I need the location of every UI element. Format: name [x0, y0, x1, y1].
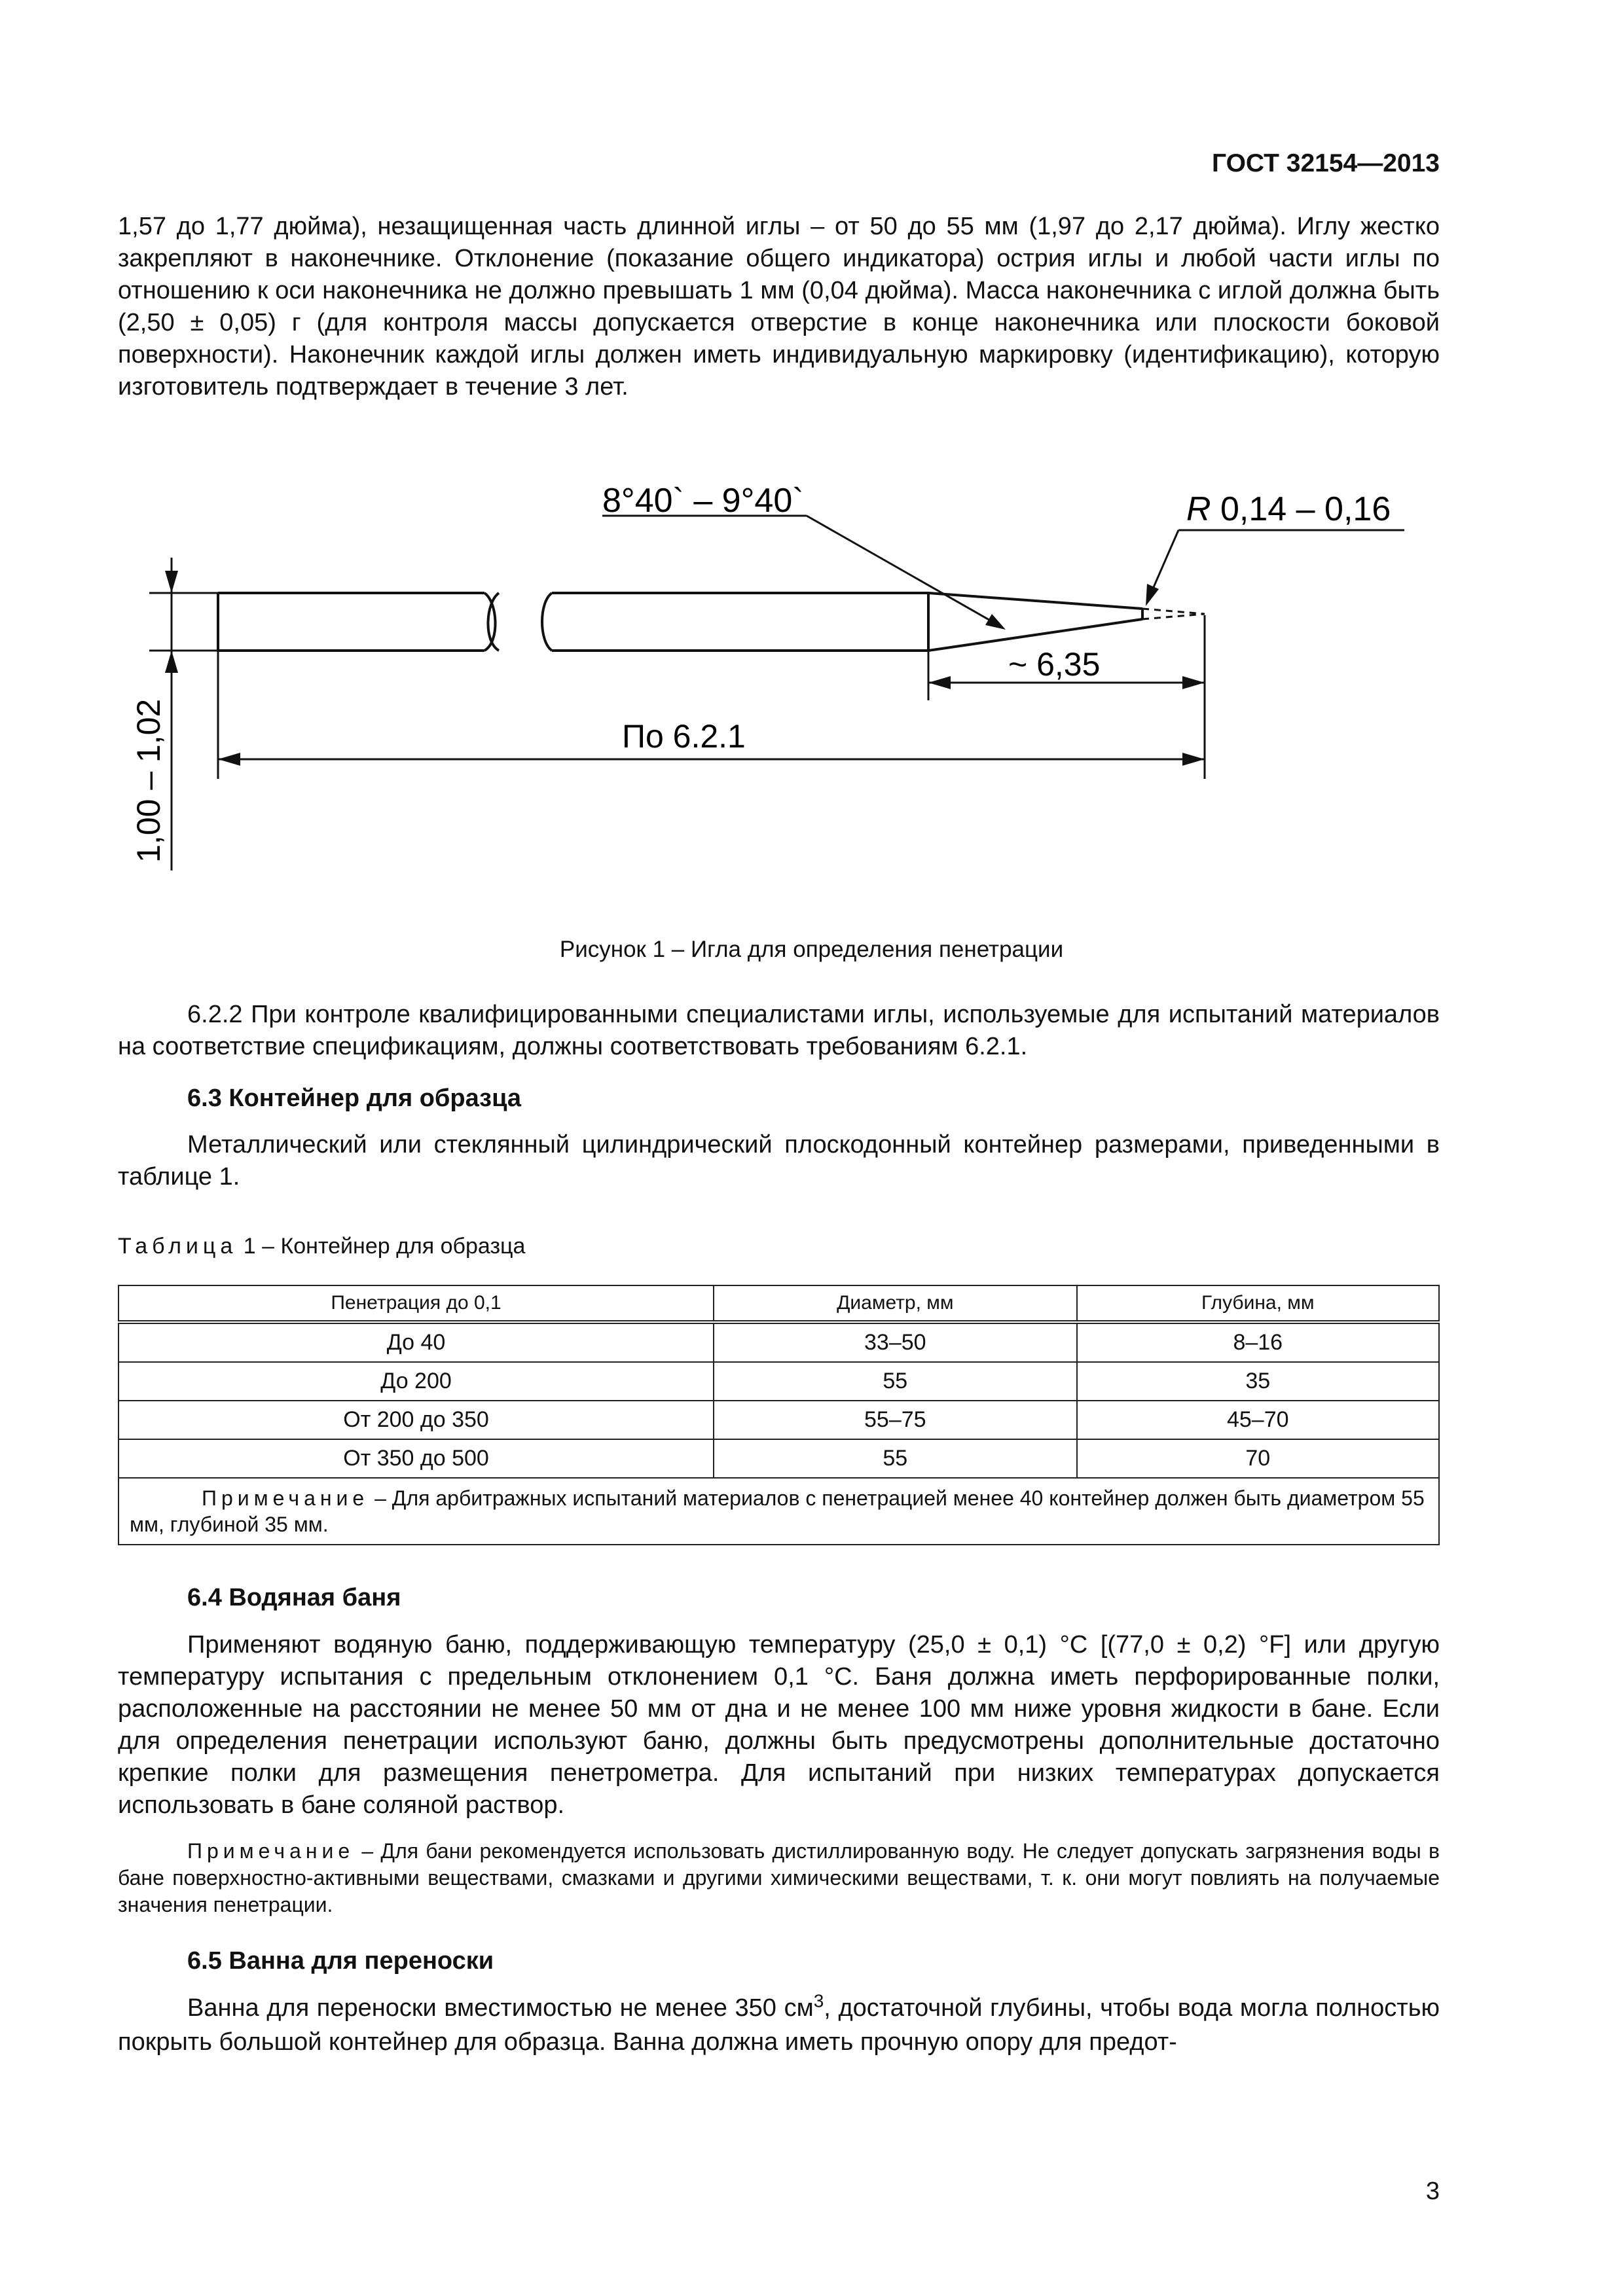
total-length-label: По 6.2.1	[622, 718, 746, 755]
paragraph-6-5: Ванна для переноски вместимостью не менее 350 $см^3$, достаточной глубины, чтобы вода могла полностью покрыть большой контейнер для образца. Ванна должна иметь прочную опору для предот-	[118, 1990, 1440, 2056]
table-header-cell: Пенетрация до 0,1	[119, 1285, 714, 1322]
table-cell: 55	[714, 1439, 1076, 1478]
heading-6-5: 6.5 Ванна для переноски	[187, 1947, 494, 1975]
table-cell: 55	[714, 1362, 1076, 1401]
table-cell: 35	[1077, 1362, 1439, 1401]
tip-length-label: ~ 6,35	[1008, 646, 1101, 683]
paragraph-6-3: Металлический или стеклянный цилиндрический плоскодонный контейнер размерами, приведенными в таблице 1.	[118, 1131, 1440, 1191]
radius-label: R 0,14 – 0,16	[1186, 490, 1391, 528]
document-header: ГОСТ 32154—2013	[1212, 149, 1440, 177]
table-cell: 45–70	[1077, 1401, 1439, 1439]
needle-figure	[0, 458, 1623, 903]
table-cell: От 200 до 350	[119, 1401, 714, 1439]
table-header-row	[119, 1285, 1439, 1322]
table-cell: 33–50	[714, 1322, 1076, 1362]
table-cell: 55–75	[714, 1401, 1076, 1439]
table-header-cell: Глубина, мм	[1077, 1285, 1439, 1322]
heading-6-4: 6.4 Водяная баня	[187, 1584, 401, 1611]
table-row	[119, 1439, 1439, 1478]
table-cell: 70	[1077, 1439, 1439, 1478]
table-cell: 8–16	[1077, 1322, 1439, 1362]
table-row	[119, 1322, 1439, 1362]
paragraph-6-2-2: 6.2.2 При контроле квалифицированными специалистами иглы, используемые для испытаний материалов на соответствие спецификациям, должны соответствовать требованиям 6.2.1.	[118, 1001, 1440, 1060]
paragraph-6-4: Применяют водяную баню, поддерживающую температуру (25,0 ± 0,1) °С [(77,0 ± 0,2) °F] или другую температуру испытания с предельным отклонением 0,1 °С. Баня должна иметь перфорированные полки, расположенные на расстоянии не менее 50 мм от дна и не менее 100 мм ниже уровня жидкости в бане. Если для определения пенетрации используют баню, должны быть предусмотрены дополнительные достаточно крепкие полки для размещения пенетрометра. Для испытаний при низких температурах допускается использовать в бане соляной раствор.	[118, 1631, 1440, 1819]
table-row	[119, 1401, 1439, 1439]
table-note-row	[119, 1478, 1439, 1545]
page-number: 3	[1425, 2178, 1440, 2205]
note-6-4: Примечание – Для бани рекомендуется использовать дистиллированную воду. Не следует допускать загрязнения воды в бане поверхностно-активными веществами, смазками и другими химическими веществами, т. к. они могут повлиять на получаемые значения пенетрации.	[118, 1839, 1440, 1916]
table-header-cell: Диаметр, мм	[714, 1285, 1076, 1322]
table-cell: До 200	[119, 1362, 714, 1401]
container-table	[118, 1285, 1440, 1545]
figure-caption: Рисунок 1 – Игла для определения пенетрации	[559, 937, 1064, 962]
table-caption: Таблица 1 – Контейнер для образца	[118, 1234, 526, 1259]
table-cell: От 350 до 500	[119, 1439, 714, 1478]
angle-label: 8°40` – 9°40`	[602, 482, 804, 520]
table-note: Примечание – Для арбитражных испытаний материалов с пенетрацией менее 40 контейнер должен быть диаметром 55 мм, глубиной 35 мм.	[119, 1478, 1439, 1545]
paragraph-needle-spec: 1,57 до 1,77 дюйма), незащищенная часть длинной иглы – от 50 до 55 мм (1,97 до 2,17 дюйма). Иглу жестко закрепляют в наконечнике. Отклонение (показание общего индикатора) острия иглы и любой части иглы по отношению к оси наконечника не должно превышать 1 мм (0,04 дюйма). Масса наконечника с иглой должна быть (2,50 ± 0,05) г (для контроля массы допускается отверстие в конце наконечника или плоскости боковой поверхности). Наконечник каждой иглы должен иметь индивидуальную маркировку (идентификацию), которую изготовитель подтверждает в течение 3 лет.	[118, 213, 1440, 401]
diameter-label: 1,00 – 1,02	[130, 698, 167, 863]
table-cell: До 40	[119, 1322, 714, 1362]
table-row	[119, 1362, 1439, 1401]
heading-6-3: 6.3 Контейнер для образца	[187, 1085, 522, 1112]
